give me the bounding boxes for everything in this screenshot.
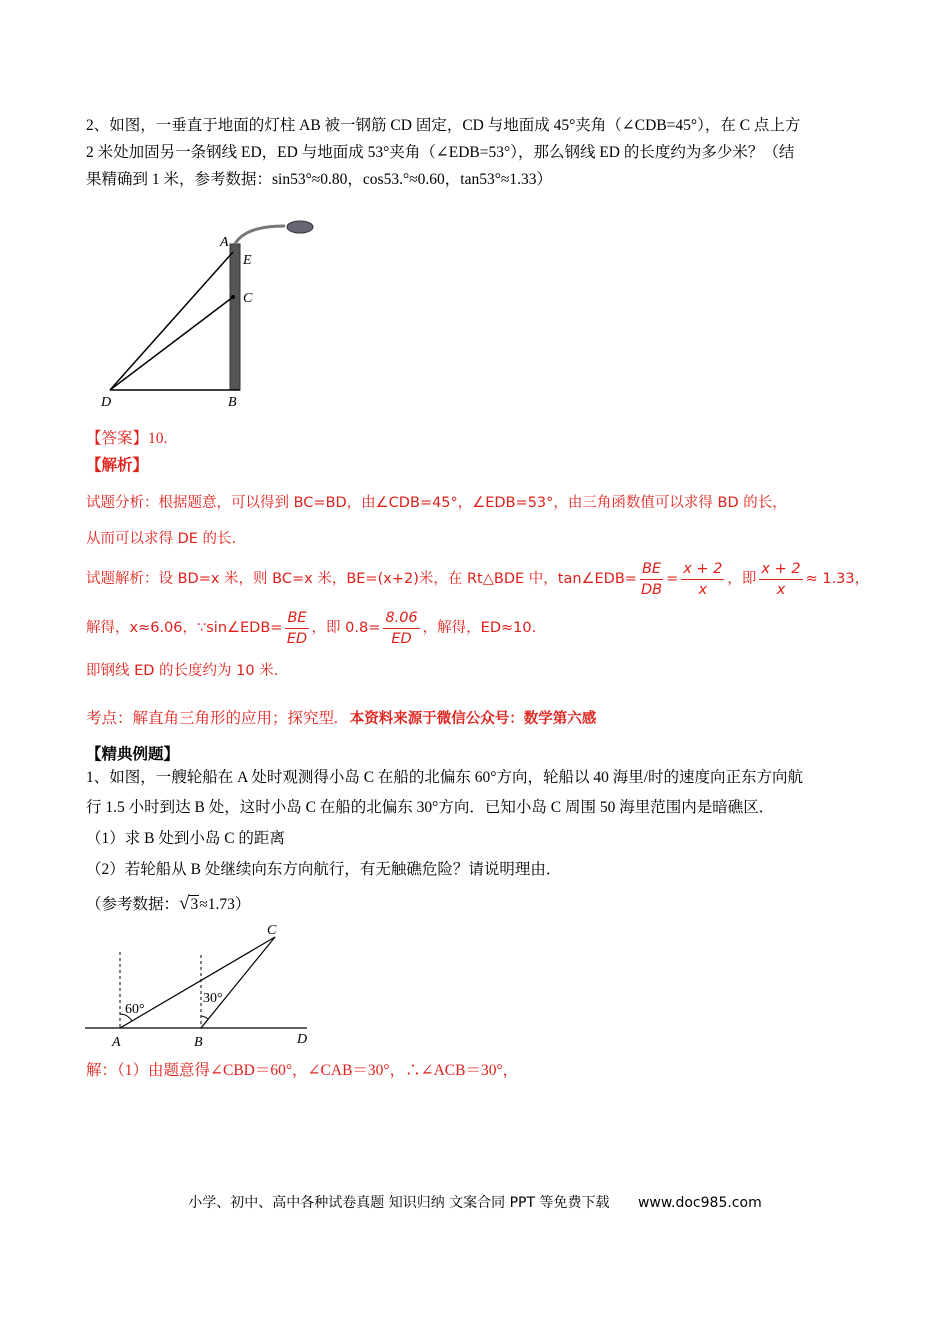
wire-ed [110,252,233,390]
footer-text: 小学、初中、高中各种试卷真题 知识归纳 文案合同 PPT 等免费下载 [188,1195,610,1211]
analysis-line4 [86,606,536,650]
analysis-line3 [86,557,869,601]
kaodian-text: 考点：解直角三角形的应用；探究型. [86,710,338,727]
sqrt-symbol: √ [179,893,190,914]
answer-tag: 【答案】 [86,430,149,447]
example-q2: （2）若轮船从 B 处继续向东方向航行，有无触礁危险？请说明理由． [86,861,562,878]
ship-figure [85,920,325,1050]
label-b: B [228,395,237,410]
label-c2: C [267,923,277,938]
example-line1: 1、如图，一艘轮船在 A 处时观测得小岛 C 在船的北偏东 60°方向，轮船以 40 海里/时的速度向正东方向航 [86,769,804,786]
lamp-head [287,221,313,233]
problem2-line3: 果精确到 1 米，参考数据：sin53°≈0.80，cos53.°≈0.60，tan53°≈1.33） [86,171,553,188]
label-c: C [243,291,253,306]
page-footer [0,1192,950,1212]
label-30deg: 30° [203,991,223,1006]
wire-cd [110,297,233,390]
analysis-tag: 【解析】 [86,457,149,474]
analysis-line1: 试题分析：根据题意，可以得到 BC=BD，由∠CDB=45°，∠EDB=53°，由三角函数值可以求得 BD 的长， [86,495,787,511]
label-a: A [220,235,229,250]
fraction-be-db: $\frac{BE}{DB}$ [640,560,663,598]
analysis-l4a: 解得，x≈6.06，∵sin∠EDB= [86,620,283,636]
problem2-line1: 2、如图，一垂直于地面的灯柱 AB 被一钢筋 CD 固定，CD 与地面成 45°夹角（∠CDB=45°），在 C 点上方 [86,117,801,134]
lamp-arm [235,226,285,244]
equals-sign: = [666,571,679,587]
solution-line1: 解：（1）由题意得∠CBD＝60°，∠CAB＝30°，∴∠ACB＝30°， [86,1062,519,1079]
example-q1: （1）求 B 处到小岛 C 的距离 [86,830,285,847]
analysis-line2: 从而可以求得 DE 的长. [86,531,237,547]
label-d: D [101,395,112,410]
fraction-806-ed: $\frac{8.06}{ED}$ [385,609,418,647]
analysis-l4c: ，解得，ED≈10. [422,620,537,636]
analysis-l3c: ≈ 1.33， [805,571,870,587]
sqrt-radicand: 3 [190,896,199,913]
angle-arc-b [201,1016,208,1019]
fraction-x2-x: $\frac{x + 2}{x}$ [683,560,723,598]
label-a2: A [112,1035,121,1050]
footer-site[interactable]: www.doc985.com [637,1195,762,1211]
lamp-post-figure [95,212,325,412]
label-60deg: 60° [125,1002,145,1017]
label-b2: B [194,1035,203,1050]
example-line2: 行 1.5 小时到达 B 处，这时小岛 C 在船的北偏东 30°方向．已知小岛 C 周围 50 海里范围内是暗礁区． [86,799,775,816]
example-heading: 【精典例题】 [86,746,180,763]
example-reference [86,893,250,916]
label-e: E [243,253,252,268]
line-bc [201,937,275,1028]
lamp-pole [230,244,240,390]
problem2-line2: 2 米处加固另一条钢线 ED，ED 与地面成 53°夹角（∠EDB=53°），那么钢线 ED 的长度约为多少米？（结 [86,144,795,161]
fraction-x2-x-2: $\frac{x + 2}{x}$ [761,560,801,598]
answer-value: 10. [148,430,168,447]
analysis-l4b: ，即 0.8= [311,620,381,636]
ref-suffix: ≈1.73） [199,896,251,913]
ref-prefix: （参考数据： [86,896,180,913]
kaodian-line [86,708,596,730]
analysis-l3b: ，即 [727,571,757,587]
fraction-be-ed: $\frac{BE}{ED}$ [286,609,308,647]
point-c [231,295,235,299]
label-d2: D [297,1032,308,1047]
analysis-line5: 即钢线 ED 的长度约为 10 米. [86,663,279,679]
source-note: 本资料来源于微信公众号：数学第六感 [349,711,597,727]
answer-line [86,428,167,450]
analysis-l3a: 试题解析：设 BD=x 米，则 BC=x 米，BE=(x+2)米，在 Rt△BDE 中，tan∠EDB= [86,571,637,587]
